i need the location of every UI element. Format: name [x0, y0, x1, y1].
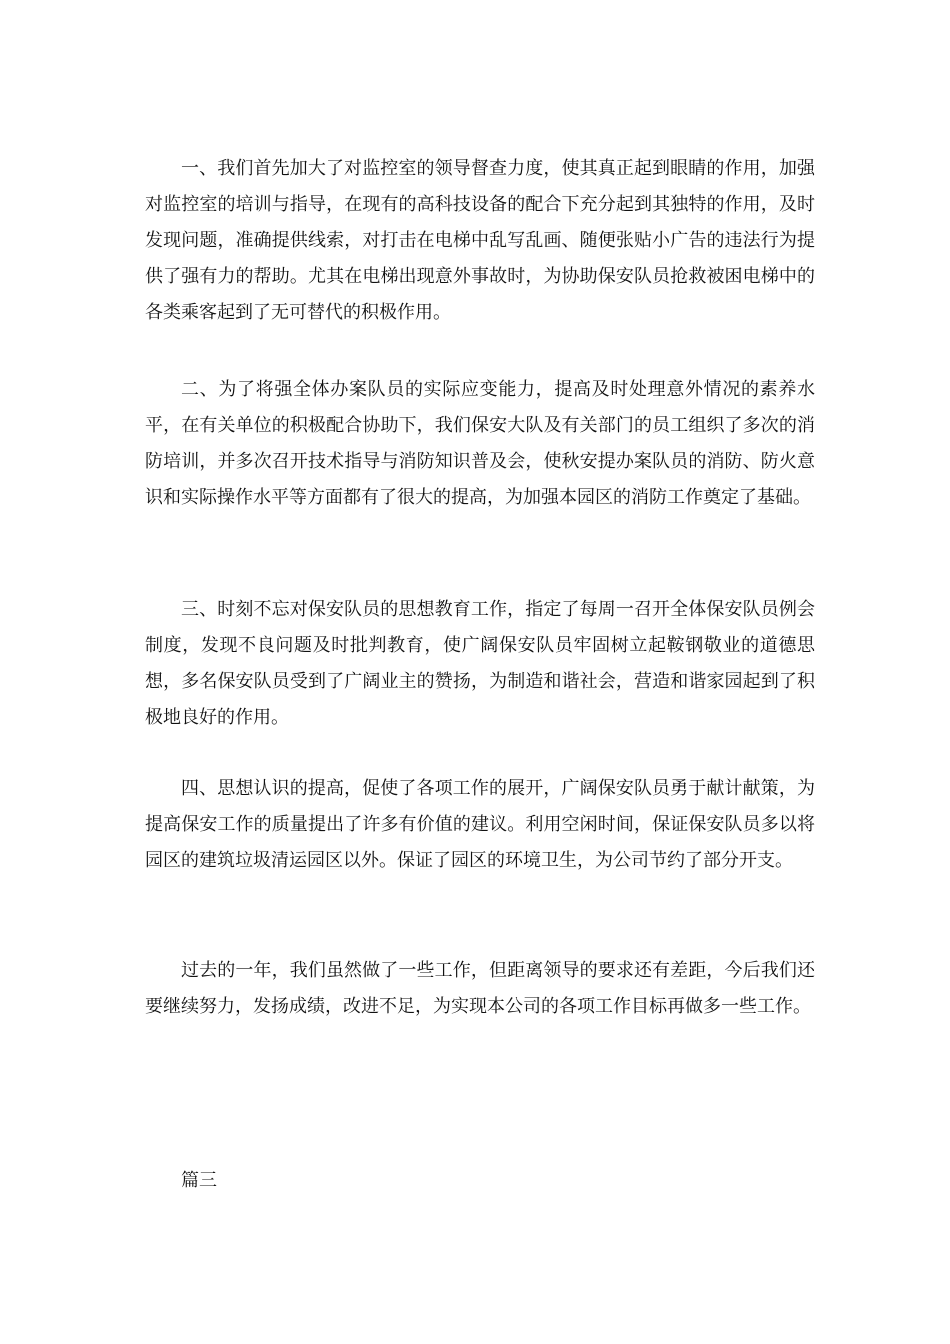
paragraph-fire-training: 二、为了将强全体办案队员的实际应变能力，提高及时处理意外情况的素养水平，在有关单位的积极配合协助下，我们保安大队及有关部门的员工组织了多次的消防培训，并多次召开技术指导与消防知识普及会，使秋安提办案队员的消防、防火意识和实际操作水平等方面都有了很大的提高，为加强本园区的消防工作奠定了基础。 [145, 379, 815, 508]
section-heading: 篇三 [181, 1170, 217, 1191]
paragraph-monitoring-room: 一、我们首先加大了对监控室的领导督查力度，使其真正起到眼睛的作用，加强对监控室的培训与指导，在现有的高科技设备的配合下充分起到其独特的作用，及时发现问题，准确提供线索，对打击在电梯中乱写乱画、随便张贴小广告的违法行为提供了强有力的帮助。尤其在电梯出现意外事故时，为协助保安队员抢救被困电梯中的各类乘客起到了无可替代的积极作用。 [145, 158, 815, 323]
paragraph-work-improvement: 四、思想认识的提高，促使了各项工作的展开，广阔保安队员勇于献计献策，为提高保安工作的质量提出了许多有价值的建议。利用空闲时间，保证保安队员多以将园区的建筑垃圾清运园区以外。保证了园区的环境卫生，为公司节约了部分开支。 [145, 778, 815, 871]
paragraph-ideological-education: 三、时刻不忘对保安队员的思想教育工作，指定了每周一召开全体保安队员例会制度，发现不良问题及时批判教育，使广阔保安队员牢固树立起鞍钢敬业的道德思想，多名保安队员受到了广阔业主的赞扬，为制造和谐社会，营造和谐家园起到了积极地良好的作用。 [145, 599, 815, 728]
paragraph-conclusion: 过去的一年，我们虽然做了一些工作，但距离领导的要求还有差距，今后我们还要继续努力，发扬成绩，改进不足，为实现本公司的各项工作目标再做多一些工作。 [145, 960, 815, 1017]
